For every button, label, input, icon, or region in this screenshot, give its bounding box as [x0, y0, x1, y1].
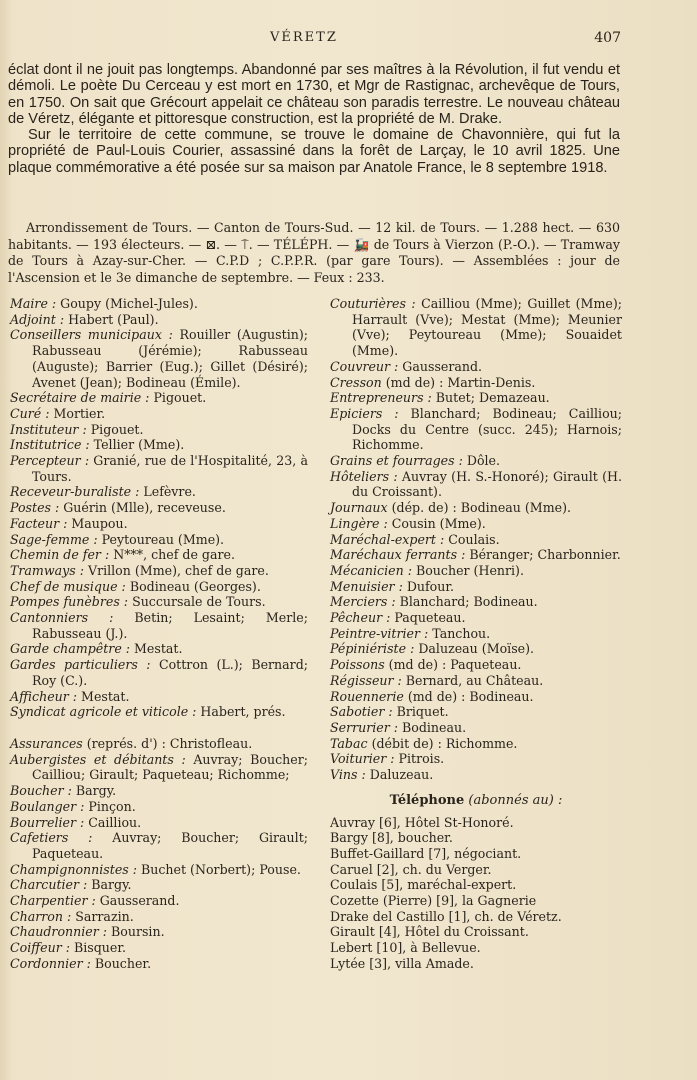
entry-value: Auvray; Boucher; Girault; Paqueteau. — [32, 830, 308, 861]
right-entries — [330, 296, 622, 783]
telephone-subscriber: Buffet-Gaillard [7], négociant. — [330, 845, 522, 861]
page-number: 407 — [594, 30, 621, 46]
entry-value: (md de) : Paqueteau. — [384, 657, 522, 673]
entry-value: Tanchou. — [428, 625, 491, 641]
entry-label: Maréchaux ferrants : — [330, 547, 466, 563]
telephone-subscriber: Lytée [3], villa Amade. — [330, 955, 474, 971]
entry-label: Serrurier : — [330, 719, 398, 735]
entry-value: Habert, prés. — [196, 704, 286, 720]
entry-value: Bargy. — [71, 783, 117, 799]
entry-label: Peintre-vitrier : — [330, 625, 429, 641]
directory-entry — [330, 375, 622, 391]
entry-label: Assurances — [10, 735, 83, 751]
entry-label: Journaux — [330, 500, 388, 516]
entry-value: Dufour. — [402, 578, 455, 594]
entry-label: Charpentier : — [10, 893, 96, 909]
entry-label: Tramways : — [10, 562, 84, 578]
entry-value: Boucher (Henri). — [411, 562, 524, 578]
telephone-heading — [330, 793, 622, 809]
directory-entry — [10, 830, 308, 861]
entry-label: Percepteur : — [10, 453, 90, 469]
entry-label: Receveur-buraliste : — [10, 484, 140, 500]
telephone-subscriber: Caruel [2], ch. du Verger. — [330, 861, 492, 877]
telephone-title: Téléphone — [389, 792, 465, 808]
directory-entry — [330, 720, 622, 736]
entry-value: Cailliou. — [84, 814, 142, 830]
directory-entry — [330, 359, 622, 375]
entry-value: Bodineau (Georges). — [125, 578, 261, 594]
entry-value: (représ. d') : Christofleau. — [82, 735, 253, 751]
telephone-subscriber: Girault [4], Hôtel du Croissant. — [330, 924, 529, 940]
entry-label: Chef de musique : — [10, 578, 126, 594]
entry-value: Bisquer. — [70, 940, 127, 956]
entry-label: Bourrelier : — [10, 814, 85, 830]
entry-value: Cailliou (Mme); Guillet (Mme); Harrault (Vve); Mestat (Mme); Meunier (Vve); Peytoureau (Mme); Souaidet (Mme). — [352, 296, 622, 359]
directory-entry — [10, 422, 308, 438]
entry-label: Tabac — [330, 735, 368, 751]
entry-label: Cafetiers : — [10, 830, 93, 846]
entry-value: Peytoureau (Mme). — [97, 531, 225, 547]
entry-value: Blanchard; Bodineau; Cailliou; Docks du Centre (succ. 245); Harnois; Richomme. — [352, 405, 622, 453]
directory-entry — [10, 594, 308, 610]
directory-entry — [10, 752, 308, 783]
entry-label: Garde champêtre : — [10, 641, 131, 657]
entry-label: Lingère : — [330, 515, 388, 531]
entry-value: Gausserand. — [95, 893, 180, 909]
telephone-subscriber: Cozette (Pierre) [9], la Gagnerie — [330, 893, 537, 909]
directory-entry — [10, 956, 308, 972]
entry-value: Guérin (Mlle), receveuse. — [59, 500, 226, 516]
entry-value: Coulais. — [444, 531, 500, 547]
entry-value: Daluzeau. — [365, 767, 434, 783]
directory-entry — [10, 689, 308, 705]
entry-value: (md de) : Bodineau. — [403, 688, 534, 704]
entry-label: Aubergistes et débitants : — [10, 751, 186, 767]
telephone-subscriber: Coulais [5], maréchal-expert. — [330, 877, 517, 893]
directory-entry — [10, 893, 308, 909]
entry-value: Boucher. — [90, 955, 152, 971]
directory-entry — [10, 406, 308, 422]
entry-label: Pêcheur : — [330, 610, 391, 626]
directory-entry — [10, 940, 308, 956]
entry-label: Chemin de fer : — [10, 547, 110, 563]
directory-entry — [10, 704, 308, 720]
entry-value: Bargy. — [87, 877, 132, 893]
entry-value: Mestat. — [77, 688, 130, 704]
intro-paragraph: éclat dont il ne jouit pas longtemps. Abandonné par ses maîtres à la Révolution, il fut vendu et démoli. Le poète Du Cerceau y est mort en 1730, et Mgr de Rastignac, archevêque de Tours, en 1750. On sait que Grécourt appelait ce château son paradis terrestre. Le nouveau château de Véretz, élégante et pittoresque construction, est la propriété de M. Drake. — [8, 62, 620, 127]
directory-entry — [10, 815, 308, 831]
entry-label: Merciers : — [330, 594, 396, 610]
directory-entry — [330, 406, 622, 453]
directory-entry — [330, 579, 622, 595]
right-column — [330, 296, 622, 972]
entry-value: Tellier (Mme). — [89, 437, 185, 453]
entry-value: Pigouet. — [86, 421, 144, 437]
entry-label: Secrétaire de mairie : — [10, 390, 150, 406]
entry-value: Betin; Lesaint; Merle; Rabusseau (J.). — [32, 610, 308, 641]
entry-label: Maréchal-expert : — [330, 531, 445, 547]
entry-value: Vrillon (Mme), chef de gare. — [83, 562, 269, 578]
directory-entry — [10, 877, 308, 893]
entry-value: Habert (Paul). — [64, 311, 159, 327]
directory-entry — [10, 909, 308, 925]
entry-label: Régisseur : — [330, 672, 402, 688]
entry-label: Grains et fourrages : — [330, 453, 463, 469]
telephone-subscriber: Auvray [6], Hôtel St-Honoré. — [330, 814, 514, 830]
entry-label: Syndicat agricole et viticole : — [10, 704, 197, 720]
entry-value: Blanchard; Bodineau. — [395, 594, 538, 610]
directory-entry — [10, 296, 308, 312]
entry-label: Charcutier : — [10, 877, 88, 893]
entry-value: Daluzeau (Moïse). — [414, 641, 535, 657]
directory-entry — [10, 516, 308, 532]
entry-label: Sage-femme : — [10, 531, 98, 547]
entry-value: Maupou. — [67, 515, 128, 531]
entry-label: Afficheur : — [10, 688, 78, 704]
directory-entry — [10, 453, 308, 484]
entry-label: Curé : — [10, 405, 50, 421]
entry-label: Boucher : — [10, 783, 72, 799]
entry-label: Mécanicien : — [330, 562, 412, 578]
directory-entry — [10, 641, 308, 657]
entry-value: Lefèvre. — [139, 484, 196, 500]
directory-entry — [10, 657, 308, 688]
directory-entry — [10, 783, 308, 799]
entry-label: Coiffeur : — [10, 940, 70, 956]
telephone-list — [330, 815, 622, 972]
entry-label: Menuisier : — [330, 578, 403, 594]
directory-entry — [330, 547, 622, 563]
entry-value: Briquet. — [392, 704, 449, 720]
page-header — [0, 30, 697, 50]
directory-entry — [10, 924, 308, 940]
entry-value: N***, chef de gare. — [109, 547, 235, 563]
entry-label: Charron : — [10, 908, 72, 924]
directory-entry — [10, 327, 308, 390]
entry-value: (débit de) : Richomme. — [367, 735, 518, 751]
directory-entry — [330, 736, 622, 752]
commune-summary — [8, 220, 620, 286]
telephone-subscriber: Lebert [10], à Bellevue. — [330, 940, 481, 956]
entry-label: Voiturier : — [330, 751, 395, 767]
directory-entry — [330, 641, 622, 657]
entry-label: Conseillers municipaux : — [10, 327, 173, 343]
entry-value: Cousin (Mme). — [387, 515, 486, 531]
left-column — [10, 296, 308, 972]
entry-label: Vins : — [330, 767, 366, 783]
entry-value: Auvray; Boucher; Cailliou; Girault; Paqueteau; Richomme; — [32, 751, 308, 783]
entry-value: Pigouet. — [149, 390, 207, 406]
entry-value: Mestat. — [130, 641, 183, 657]
directory-entry — [330, 704, 622, 720]
directory-entry — [10, 437, 308, 453]
directory-entry — [330, 563, 622, 579]
entry-label: Chaudronnier : — [10, 924, 107, 940]
directory-entry — [330, 500, 622, 516]
entry-value: Boursin. — [107, 924, 165, 940]
directory-entry — [330, 453, 622, 469]
entry-value: Goupy (Michel-Jules). — [56, 296, 198, 311]
entry-label: Entrepreneurs : — [330, 390, 432, 406]
entry-value: Béranger; Charbonnier. — [465, 547, 621, 563]
directory-entry — [10, 799, 308, 815]
entry-value: Sarrazin. — [71, 908, 134, 924]
entry-value: Pitrois. — [394, 751, 445, 767]
entry-label: Poissons — [330, 657, 385, 673]
entry-label: Gardes particuliers : — [10, 657, 151, 673]
directory-entry — [330, 390, 622, 406]
entry-value: Buchet (Norbert); Pouse. — [136, 861, 301, 877]
directory-entry — [330, 610, 622, 626]
entry-value: (dép. de) : Bodineau (Mme). — [387, 500, 572, 516]
directory-entry — [330, 516, 622, 532]
directory-entry — [330, 751, 622, 767]
entry-label: Couturières : — [330, 296, 416, 311]
directory-entry — [10, 532, 308, 548]
entry-label: Hôteliers : — [330, 468, 398, 484]
entry-label: Adjoint : — [10, 311, 65, 327]
entry-label: Pompes funèbres : — [10, 594, 129, 610]
entry-label: Postes : — [10, 500, 60, 516]
entry-value: Cottron (L.); Bernard; Roy (C.). — [32, 657, 309, 688]
entry-value: Bodineau. — [398, 719, 467, 735]
entry-label: Boulanger : — [10, 798, 85, 814]
directory-entry — [330, 296, 622, 359]
entry-label: Rouennerie — [330, 688, 404, 704]
entry-label: Cantonniers : — [10, 610, 114, 626]
intro-text — [8, 62, 620, 176]
telephone-subscriber: Bargy [8], boucher. — [330, 830, 453, 846]
directory-entry — [10, 390, 308, 406]
entry-label: Maire : — [10, 296, 57, 311]
entry-value: Butet; Demazeau. — [431, 390, 550, 406]
directory-entry — [10, 547, 308, 563]
directory-entry — [330, 626, 622, 642]
directory-entry — [10, 563, 308, 579]
telephone-subscriber: Drake del Castillo [1], ch. de Véretz. — [330, 908, 562, 924]
entry-label: Epiciers : — [330, 405, 399, 421]
entry-label: Cresson — [330, 374, 382, 390]
entry-label: Sabotier : — [330, 704, 393, 720]
entry-value: Mortier. — [49, 405, 106, 421]
entry-value: (md de) : Martin-Denis. — [381, 374, 536, 390]
entry-value: Bernard, au Château. — [401, 672, 544, 688]
entry-label: Pépiniériste : — [330, 641, 415, 657]
directory-entry — [330, 673, 622, 689]
entry-value: Gausserand. — [398, 358, 483, 374]
directory-entry — [10, 312, 308, 328]
entry-value: Dôle. — [462, 453, 501, 469]
directory-entry — [330, 594, 622, 610]
entry-value: Succursale de Tours. — [128, 594, 266, 610]
entry-label: Champignonnistes : — [10, 861, 137, 877]
entry-value: Paqueteau. — [390, 610, 466, 626]
directory-entry — [330, 532, 622, 548]
telephone-subtitle: (abonnés au) : — [468, 792, 563, 808]
entry-label: Institutrice : — [10, 437, 90, 453]
directory-entry — [330, 657, 622, 673]
directory-entry — [330, 469, 622, 500]
directory-entry — [10, 484, 308, 500]
directory-entry — [10, 500, 308, 516]
directory-entry — [10, 610, 308, 641]
directory-entry — [10, 579, 308, 595]
summary-text: Arrondissement de Tours. — Canton de Tours-Sud. — 12 kil. de Tours. — 1.288 hect. — 630 habitants. — 193 électeurs. — ⊠. — ⍑. — TÉLÉPH. — 🚂 de Tours à Vierzon (P.-O.). — Tramway de Tours à Azay-sur-Cher. — C.P.D ; C.P.P.R. (par gare Tours). — Assemblées : jour de l'Ascension et le 3e dimanche de septembre. — Feux : 233. — [8, 220, 620, 285]
entry-value: Rouiller (Augustin); Rabusseau (Jérémie); Rabusseau (Auguste); Barrier (Eug.); Gillet (Désiré); Avenet (Jean); Bodineau (Émile). — [32, 327, 308, 390]
entry-value: Pinçon. — [84, 798, 136, 814]
entry-value: Auvray (H. S.-Honoré); Girault (H. du Croissant). — [352, 468, 622, 500]
entry-label: Facteur : — [10, 515, 68, 531]
entry-label: Couvreur : — [330, 358, 399, 374]
intro-paragraph: Sur le territoire de cette commune, se trouve le domaine de Chavonnière, qui fut la propriété de Paul-Louis Courier, assassiné dans la forêt de Larçay, le 10 avril 1825. Une plaque commémorative a été posée sur sa maison par Anatole France, le 8 septembre 1918. — [8, 127, 620, 176]
directory-entry — [330, 767, 622, 783]
directory-entry — [10, 862, 308, 878]
directory-entry — [10, 736, 308, 752]
page-title: VÉRETZ — [270, 30, 338, 45]
entry-label: Instituteur : — [10, 421, 87, 437]
entry-label: Cordonnier : — [10, 955, 91, 971]
directory-entry — [330, 689, 622, 705]
entry-value: Granié, rue de l'Hospitalité, 23, à Tours. — [32, 453, 309, 484]
